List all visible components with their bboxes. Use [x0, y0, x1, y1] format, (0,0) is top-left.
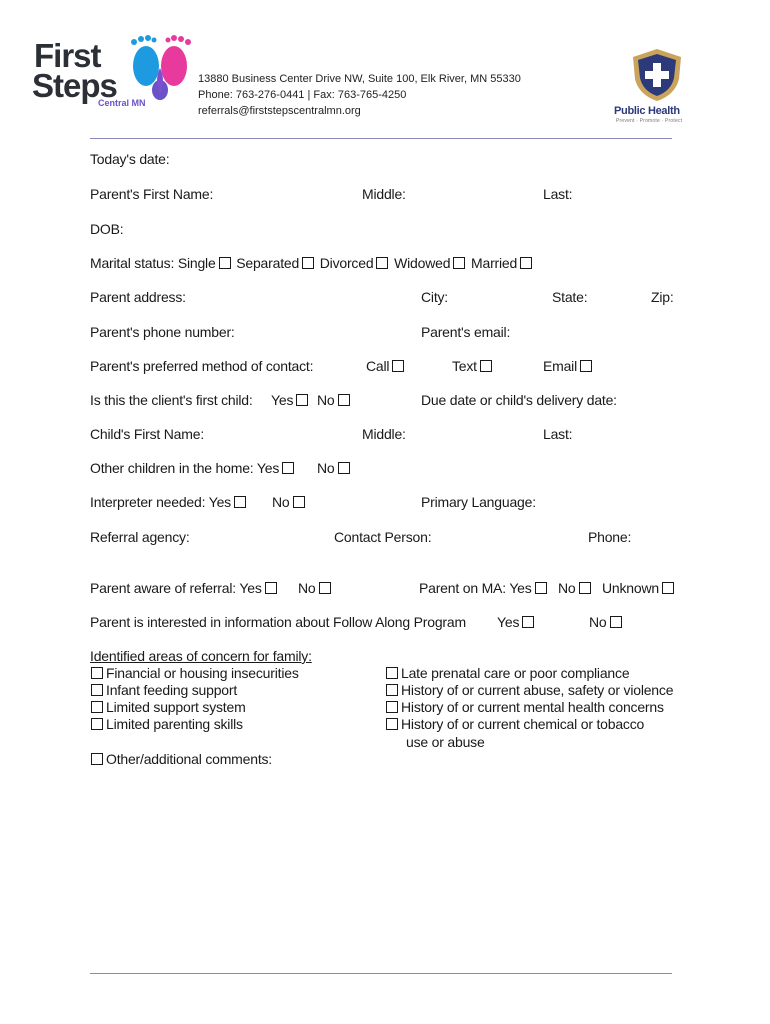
first-child-no-option [317, 392, 350, 408]
email-label: Email [543, 358, 578, 374]
text-option [452, 358, 492, 374]
follow-along-no-label: No [589, 614, 607, 630]
concern-left-item [91, 665, 299, 681]
other-children-label: Other children in the home: Yes [90, 460, 280, 476]
footprints-icon [120, 32, 200, 102]
concern-support-label: Limited support system [106, 699, 246, 715]
dob-label: DOB: [90, 221, 124, 237]
concern-mental-health-label: History of or current mental health concerns [401, 699, 664, 715]
text-checkbox[interactable] [480, 360, 492, 372]
follow-along-no-checkbox[interactable] [610, 616, 622, 628]
concern-right-item [386, 665, 629, 681]
preferred-contact-label: Parent's preferred method of contact: [90, 358, 314, 374]
email-checkbox[interactable] [580, 360, 592, 372]
interpreter-no-checkbox[interactable] [293, 496, 305, 508]
concern-chemical-label-cont: use or abuse [406, 734, 485, 750]
aware-referral-yes-option [90, 580, 277, 596]
concern-prenatal-label: Late prenatal care or poor compliance [401, 665, 630, 681]
concern-financial-label: Financial or housing insecurities [106, 665, 299, 681]
concern-chemical-checkbox[interactable] [386, 718, 398, 730]
divorced-label: Divorced [319, 255, 374, 271]
header-phone-fax: Phone: 763-276-0441 | Fax: 763-765-4250 [198, 89, 407, 101]
married-label: Married [471, 255, 518, 271]
other-children-no-checkbox[interactable] [338, 462, 350, 474]
follow-along-no-option [589, 614, 622, 630]
logo-first-word: First [34, 37, 101, 74]
due-date-label: Due date or child's delivery date: [421, 392, 617, 408]
todays-date-label: Today's date: [90, 151, 170, 167]
separated-checkbox[interactable] [302, 257, 314, 269]
header-email: referrals@firststepscentralmn.org [198, 105, 361, 117]
widowed-label: Widowed [394, 255, 451, 271]
public-health-text: Public Health [614, 105, 680, 117]
other-children-yes-checkbox[interactable] [282, 462, 294, 474]
follow-along-yes-option [497, 614, 534, 630]
interpreter-no-option [272, 494, 305, 510]
married-checkbox[interactable] [520, 257, 532, 269]
first-child-yes-checkbox[interactable] [296, 394, 308, 406]
parent-last-label: Last: [543, 186, 573, 202]
header-divider [90, 138, 672, 139]
public-health-tagline: Prevent · Promote · Protect [616, 118, 683, 124]
interpreter-no-label: No [272, 494, 290, 510]
parent-ma-unknown-option [602, 580, 674, 596]
parent-ma-label: Parent on MA: Yes [419, 580, 532, 596]
concern-feeding-checkbox[interactable] [91, 684, 103, 696]
concern-left-item [91, 682, 237, 698]
aware-referral-no-checkbox[interactable] [319, 582, 331, 594]
parent-email-label: Parent's email: [421, 324, 511, 340]
concern-parenting-checkbox[interactable] [91, 718, 103, 730]
aware-referral-yes-checkbox[interactable] [265, 582, 277, 594]
parent-ma-unknown-checkbox[interactable] [662, 582, 674, 594]
concern-support-checkbox[interactable] [91, 701, 103, 713]
primary-language-label: Primary Language: [421, 494, 536, 510]
first-child-no-label: No [317, 392, 335, 408]
header-address: 13880 Business Center Drive NW, Suite 100, Elk River, MN 55330 [198, 73, 521, 85]
child-last-label: Last: [543, 426, 573, 442]
city-label: City: [421, 289, 449, 305]
concern-chemical-label: History of or current chemical or tobacco [401, 716, 645, 732]
concern-left-item [91, 716, 243, 732]
aware-referral-label: Parent aware of referral: Yes [90, 580, 262, 596]
concern-right-item [386, 682, 673, 698]
concern-right-item [386, 716, 644, 732]
follow-along-yes-label: Yes [497, 614, 520, 630]
divorced-checkbox[interactable] [376, 257, 388, 269]
other-comments-item [91, 751, 272, 767]
interpreter-yes-checkbox[interactable] [234, 496, 246, 508]
call-checkbox[interactable] [392, 360, 404, 372]
first-child-label: Is this the client's first child: [90, 392, 253, 408]
parent-first-name-label: Parent's First Name: [90, 186, 214, 202]
marital-status-row [90, 255, 532, 271]
logo-central-mn: Central MN [98, 98, 146, 108]
concern-right-item [386, 699, 664, 715]
parent-ma-no-checkbox[interactable] [579, 582, 591, 594]
zip-label: Zip: [651, 289, 674, 305]
other-children-no-option [317, 460, 350, 476]
concern-abuse-checkbox[interactable] [386, 684, 398, 696]
follow-along-label: Parent is interested in information about Follow Along Program [90, 614, 466, 630]
first-child-yes-label: Yes [271, 392, 294, 408]
referral-agency-label: Referral agency: [90, 529, 190, 545]
widowed-checkbox[interactable] [453, 257, 465, 269]
parent-address-label: Parent address: [90, 289, 186, 305]
call-label: Call [366, 358, 390, 374]
parent-ma-yes-option [419, 580, 547, 596]
parent-ma-no-label: No [558, 580, 576, 596]
child-middle-label: Middle: [362, 426, 406, 442]
concern-abuse-label: History of or current abuse, safety or violence [401, 682, 674, 698]
interpreter-yes-option [90, 494, 246, 510]
single-checkbox[interactable] [219, 257, 231, 269]
aware-referral-no-label: No [298, 580, 316, 596]
logo-steps-word: Steps [32, 67, 117, 104]
child-first-name-label: Child's First Name: [90, 426, 205, 442]
concern-mental-health-checkbox[interactable] [386, 701, 398, 713]
parent-ma-unknown-label: Unknown [602, 580, 659, 596]
concern-feeding-label: Infant feeding support [106, 682, 238, 698]
marital-single-label: Marital status: Single [90, 255, 216, 271]
follow-along-yes-checkbox[interactable] [522, 616, 534, 628]
interpreter-label: Interpreter needed: Yes [90, 494, 231, 510]
other-comments-checkbox[interactable] [91, 753, 103, 765]
parent-ma-no-option [558, 580, 591, 596]
first-child-yes-option [271, 392, 308, 408]
separated-label: Separated [236, 255, 300, 271]
other-children-yes-option [90, 460, 294, 476]
other-children-no-label: No [317, 460, 335, 476]
parent-ma-yes-checkbox[interactable] [535, 582, 547, 594]
call-option [366, 358, 404, 374]
footer-divider [90, 973, 672, 974]
concern-financial-checkbox[interactable] [91, 667, 103, 679]
parent-middle-label: Middle: [362, 186, 406, 202]
aware-referral-no-option [298, 580, 331, 596]
email-option [543, 358, 592, 374]
text-label: Text [452, 358, 477, 374]
concern-left-item [91, 699, 246, 715]
first-child-no-checkbox[interactable] [338, 394, 350, 406]
referral-phone-label: Phone: [588, 529, 632, 545]
state-label: State: [552, 289, 588, 305]
concern-prenatal-checkbox[interactable] [386, 667, 398, 679]
contact-person-label: Contact Person: [334, 529, 432, 545]
shield-icon [630, 47, 684, 103]
other-comments-label: Other/additional comments: [106, 751, 272, 767]
parent-phone-label: Parent's phone number: [90, 324, 235, 340]
concern-parenting-label: Limited parenting skills [106, 716, 243, 732]
concerns-heading: Identified areas of concern for family: [90, 648, 312, 664]
